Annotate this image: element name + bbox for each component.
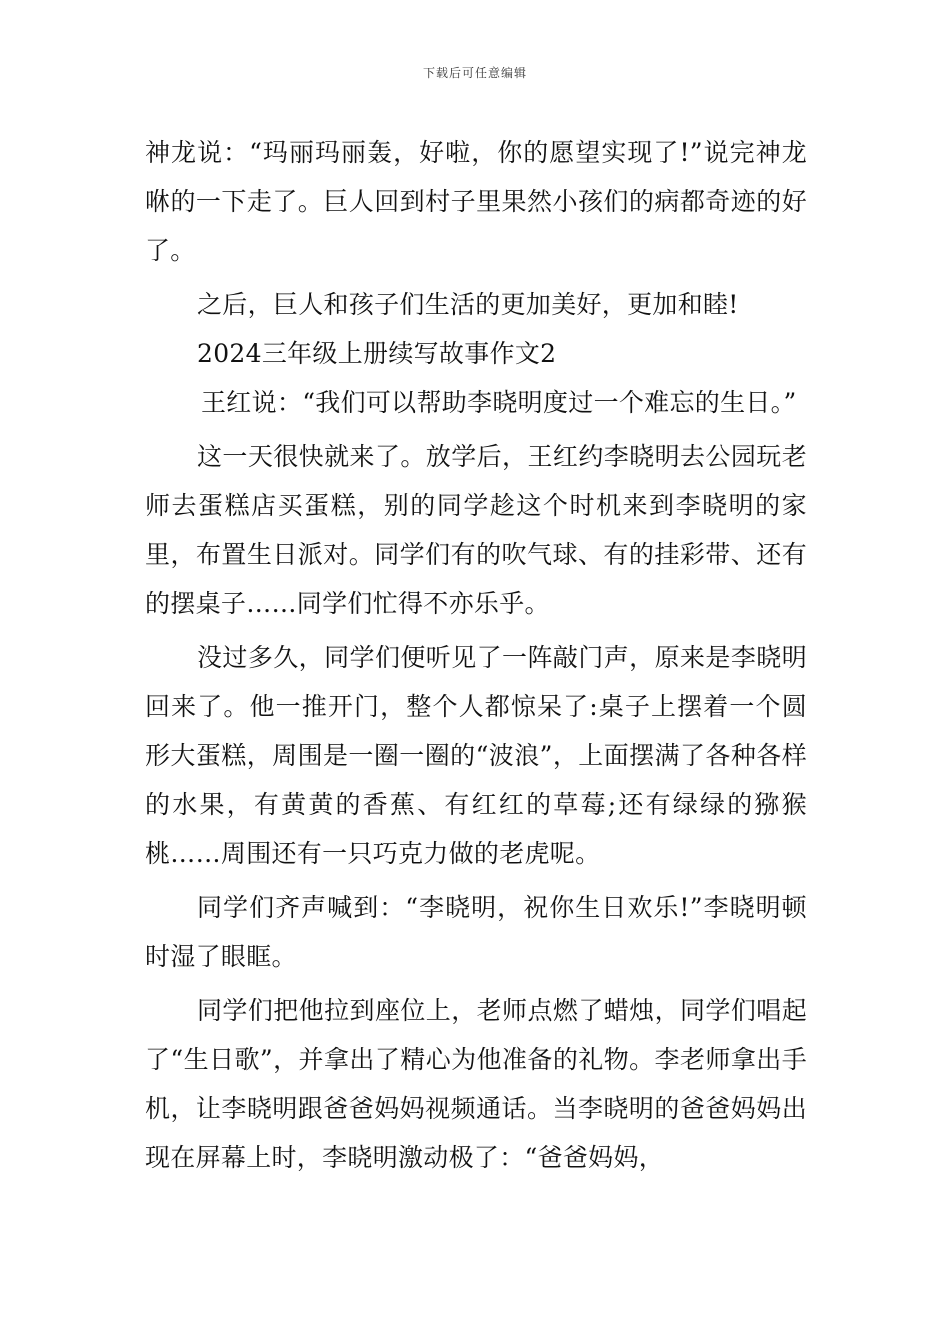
paragraph: 之后，巨人和孩子们生活的更加美好，更加和睦! — [197, 290, 739, 319]
paragraph: 同学们把他拉到座位上，老师点燃了蜡烛，同学们唱起了“生日歌”，并拿出了精心为他准备的礼物。李老师拿出手机，让李晓明跟爸爸妈妈视频通话。当李晓明的爸爸妈妈出现在屏幕上时，李晓明激动极了：“爸爸妈妈， — [145, 996, 807, 1172]
document-body — [145, 128, 807, 1182]
paragraph: 神龙说：“玛丽玛丽轰，好啦，你的愿望实现了!”说完神龙咻的一下走了。巨人回到村子里果然小孩们的病都奇迹的好了。 — [145, 138, 807, 265]
paragraph: 这一天很快就来了。放学后，王红约李晓明去公园玩老师去蛋糕店买蛋糕，别的同学趁这个时机来到李晓明的家里，布置生日派对。同学们有的吹气球、有的挂彩带、还有的摆桌子……同学们忙得不亦乐乎。 — [145, 442, 807, 618]
page-header: 下载后可任意编辑 — [422, 66, 527, 80]
paragraph: 同学们齐声喊到：“李晓明，祝你生日欢乐!”李晓明顿时湿了眼眶。 — [145, 893, 807, 971]
paragraph: 没过多久，同学们便听见了一阵敲门声，原来是李晓明回来了。他一推开门，整个人都惊呆了:桌子上摆着一个圆形大蛋糕，周围是一圈一圈的“波浪”，上面摆满了各种各样的水果，有黄黄的香蕉、有红红的草莓;还有绿绿的猕猴桃……周围还有一只巧克力做的老虎呢。 — [145, 643, 807, 868]
section-title: 2024三年级上册续写故事作文2 — [197, 339, 557, 368]
paragraph: 王红说：“我们可以帮助李晓明度过一个难忘的生日。” — [201, 388, 797, 417]
